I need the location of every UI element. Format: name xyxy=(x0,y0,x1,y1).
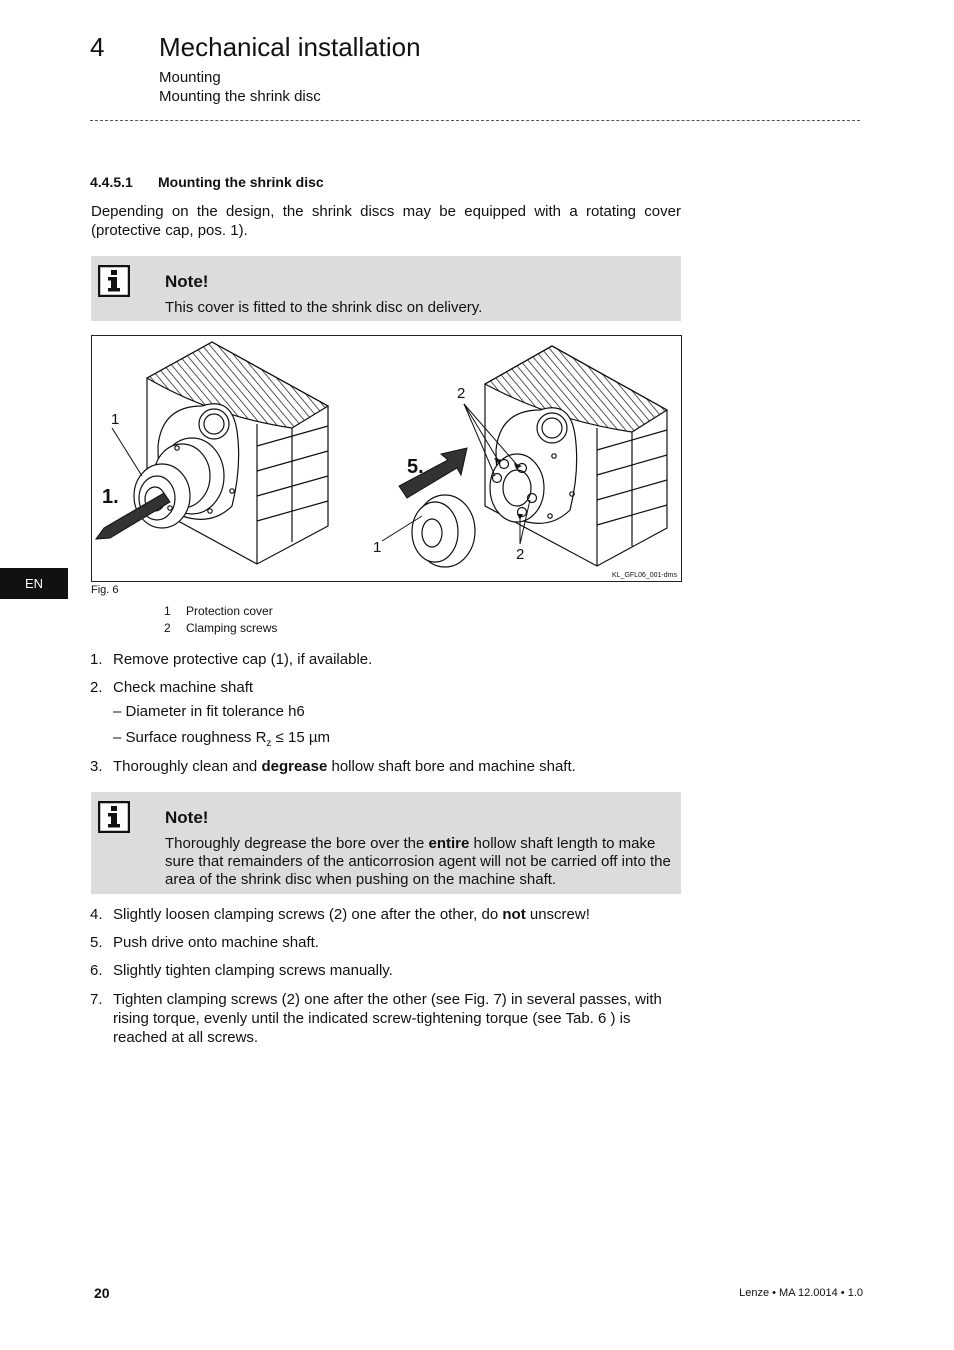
step-text: Check machine shaft xyxy=(113,679,254,696)
note-text xyxy=(165,835,675,889)
note-text-part: Thoroughly degrease the bore over the xyxy=(165,835,429,852)
legend-number: 2 xyxy=(164,621,171,635)
info-icon xyxy=(98,265,130,297)
breadcrumb-level-1: Mounting xyxy=(159,69,221,86)
intro-paragraph: Depending on the design, the shrink discs may be equipped with a rotating cover (protective cap, pos. 1). xyxy=(91,203,681,239)
step-number: 5. xyxy=(90,934,103,951)
note-text: This cover is fitted to the shrink disc on delivery. xyxy=(165,299,483,316)
step-text-part: unscrew! xyxy=(525,906,590,923)
subscript: z xyxy=(266,738,272,749)
sub-item-diameter: – Diameter in fit tolerance h6 xyxy=(113,703,305,720)
callout-line-1-left xyxy=(112,428,142,476)
shrink-disc-illustration xyxy=(92,336,681,581)
section-title: Mounting the shrink disc xyxy=(158,174,324,190)
note-text-part: hollow shaft length to make sure that remainders of the anticorrosion agent will not be carried off into the area of the shrink disc when pushing on the machine shaft. xyxy=(165,835,671,888)
section-number: 4.4.5.1 xyxy=(90,174,133,190)
step-number: 7. xyxy=(90,991,103,1008)
figure-code: KL_GFL06_001-dms xyxy=(612,572,677,579)
step-text: Remove protective cap (1), if available. xyxy=(113,651,373,668)
step-number: 4. xyxy=(90,906,103,923)
chapter-number: 4 xyxy=(90,32,105,62)
callout-1-left: 1 xyxy=(111,411,120,428)
note-title: Note! xyxy=(165,272,209,291)
callout-1-right: 1 xyxy=(373,539,382,556)
step-text-part: Thoroughly clean and xyxy=(113,758,262,775)
figure-shrink-disc xyxy=(91,335,682,582)
callout-2-top: 2 xyxy=(457,385,466,402)
step-label-right: 5. xyxy=(407,456,424,478)
legend-number: 1 xyxy=(164,604,171,618)
step-text-part: Slightly loosen clamping screws (2) one after the other, do xyxy=(113,906,503,923)
step-text: Push drive onto machine shaft. xyxy=(113,934,319,951)
step-number: 1. xyxy=(90,651,103,668)
legend-text: Clamping screws xyxy=(186,621,278,635)
note-emphasis: entire xyxy=(428,835,470,852)
language-tab: EN xyxy=(0,568,68,599)
legend-text: Protection cover xyxy=(186,604,273,618)
sub-item-roughness xyxy=(113,729,330,749)
step-number: 6. xyxy=(90,962,103,979)
step-label-left: 1. xyxy=(102,486,119,508)
note-box xyxy=(91,256,681,321)
step-number: 2. xyxy=(90,679,103,696)
info-icon xyxy=(98,801,130,833)
step-number: 3. xyxy=(90,758,103,775)
step-emphasis: not xyxy=(502,906,526,923)
step-text-part: hollow shaft bore and machine shaft. xyxy=(327,758,576,775)
page-number: 20 xyxy=(94,1285,110,1301)
step-text: Slightly tighten clamping screws manually. xyxy=(113,962,393,979)
section-heading xyxy=(90,174,324,190)
chapter-title: Mechanical installation xyxy=(159,32,421,62)
step-emphasis: degrease xyxy=(261,758,328,775)
document-reference: Lenze • MA 12.0014 • 1.0 xyxy=(739,1287,863,1299)
step-text xyxy=(113,905,683,924)
callout-2-bottom: 2 xyxy=(516,546,525,563)
note-box xyxy=(91,792,681,894)
sub-item-suffix: ≤ 15 µm xyxy=(271,729,330,746)
step-text xyxy=(113,757,683,776)
header-divider xyxy=(90,120,860,121)
figure-caption: Fig. 6 xyxy=(91,584,119,596)
sub-item-prefix: – Surface roughness R xyxy=(113,729,267,746)
step-text: Tighten clamping screws (2) one after the other (see Fig. 7) in several passes, with rising torque, evenly until the indicated screw-tightening torque (see Tab. 6 ) is reached at all screws. xyxy=(113,991,662,1046)
note-title: Note! xyxy=(165,808,209,827)
breadcrumb-level-2: Mounting the shrink disc xyxy=(159,88,321,105)
left-gearbox-drawing xyxy=(134,342,328,564)
